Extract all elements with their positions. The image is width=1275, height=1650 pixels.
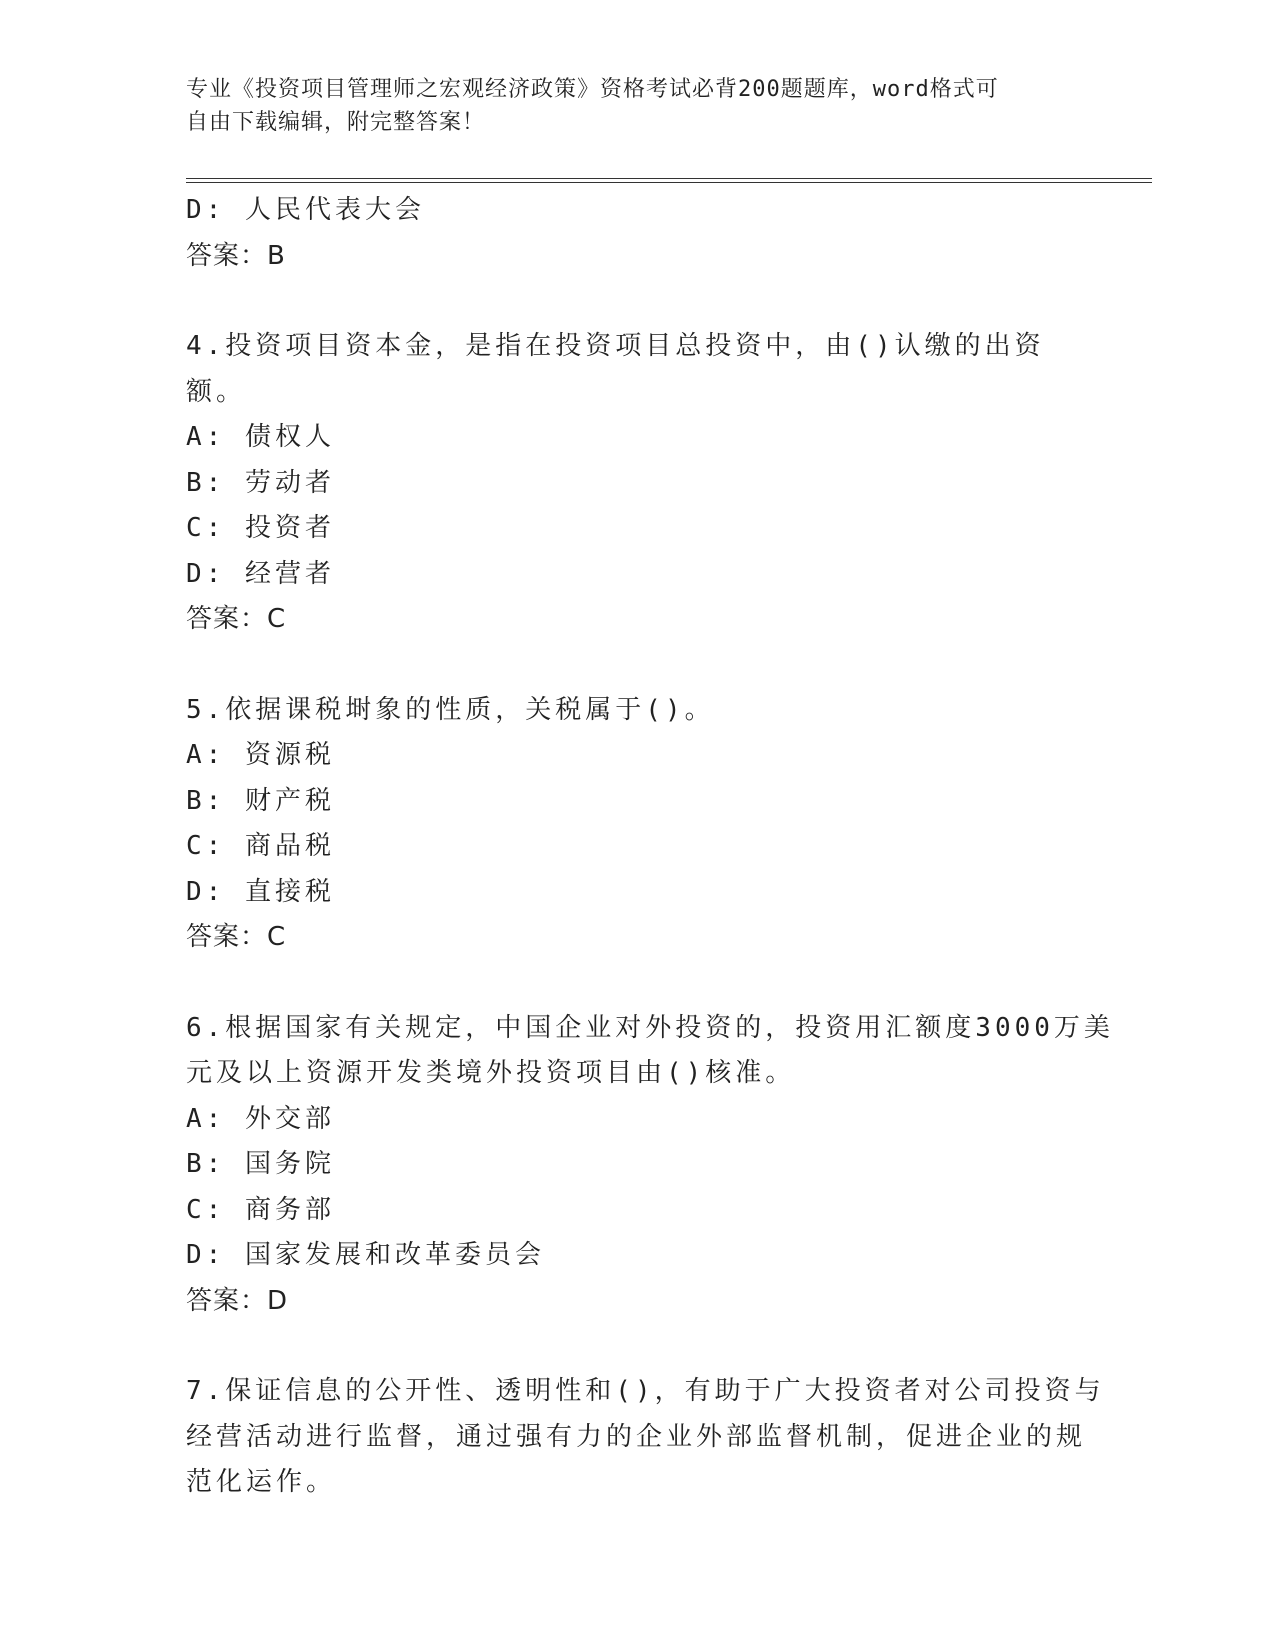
- q6-stem-line-2: 元及以上资源开发类境外投资项目由()核准。: [186, 1058, 796, 1088]
- q4-option-a: A: 债权人: [186, 422, 335, 452]
- document-header: [186, 73, 1066, 139]
- q6-option-c: C: 商务部: [186, 1194, 335, 1225]
- q4-answer: 答案：C: [186, 604, 287, 634]
- q4-option-b: B: 劳动者: [186, 467, 335, 498]
- q3-option-d: D: 人民代表大会: [186, 195, 425, 225]
- spacer: [186, 1324, 1086, 1369]
- header-line-1: 专业《投资项目管理师之宏观经济政策》资格考试必背200题题库，word格式可: [186, 77, 999, 102]
- q7-stem-line-2: 经营活动进行监督，通过强有力的企业外部监督机制，促进企业的规: [186, 1421, 1087, 1452]
- q7-stem-line-1: 7.保证信息的公开性、透明性和()，有助于广大投资者对公司投资与: [186, 1376, 1105, 1406]
- q5-option-b: B: 财产税: [186, 785, 335, 816]
- q6-option-b: B: 国务院: [186, 1149, 335, 1179]
- question-content: [186, 188, 1114, 1506]
- spacer: [186, 961, 1086, 1006]
- q3-answer: 答案：B: [186, 240, 286, 271]
- q5-answer: 答案：C: [186, 922, 287, 952]
- header-divider-top: [186, 178, 1152, 179]
- header-divider-bottom: [186, 182, 1152, 183]
- q6-option-a: A: 外交部: [186, 1103, 335, 1134]
- q5-option-d: D: 直接税: [186, 876, 335, 907]
- q5-option-c: C: 商品税: [186, 831, 335, 861]
- q5-option-a: A: 资源税: [186, 740, 335, 770]
- q5-stem: 5.依据课税埘象的性质，关税属于()。: [186, 694, 715, 725]
- q4-option-c: C: 投资者: [186, 513, 335, 543]
- q4-option-d: D: 经营者: [186, 558, 335, 589]
- q6-option-d: D: 国家发展和改革委员会: [186, 1240, 545, 1270]
- q4-stem: 4.投资项目资本金，是指在投资项目总投资中，由()认缴的出资额。: [186, 331, 1045, 407]
- q6-answer: 答案：D: [186, 1285, 289, 1316]
- q6-stem-line-1: 6.根据国家有关规定，中国企业对外投资的，投资用汇额度3000万美: [186, 1012, 1114, 1043]
- spacer: [186, 643, 1086, 688]
- spacer: [186, 279, 1086, 324]
- header-line-2: 自由下载编辑，附完整答案！: [186, 110, 486, 135]
- q7-stem-line-3: 范化运作。: [186, 1467, 337, 1497]
